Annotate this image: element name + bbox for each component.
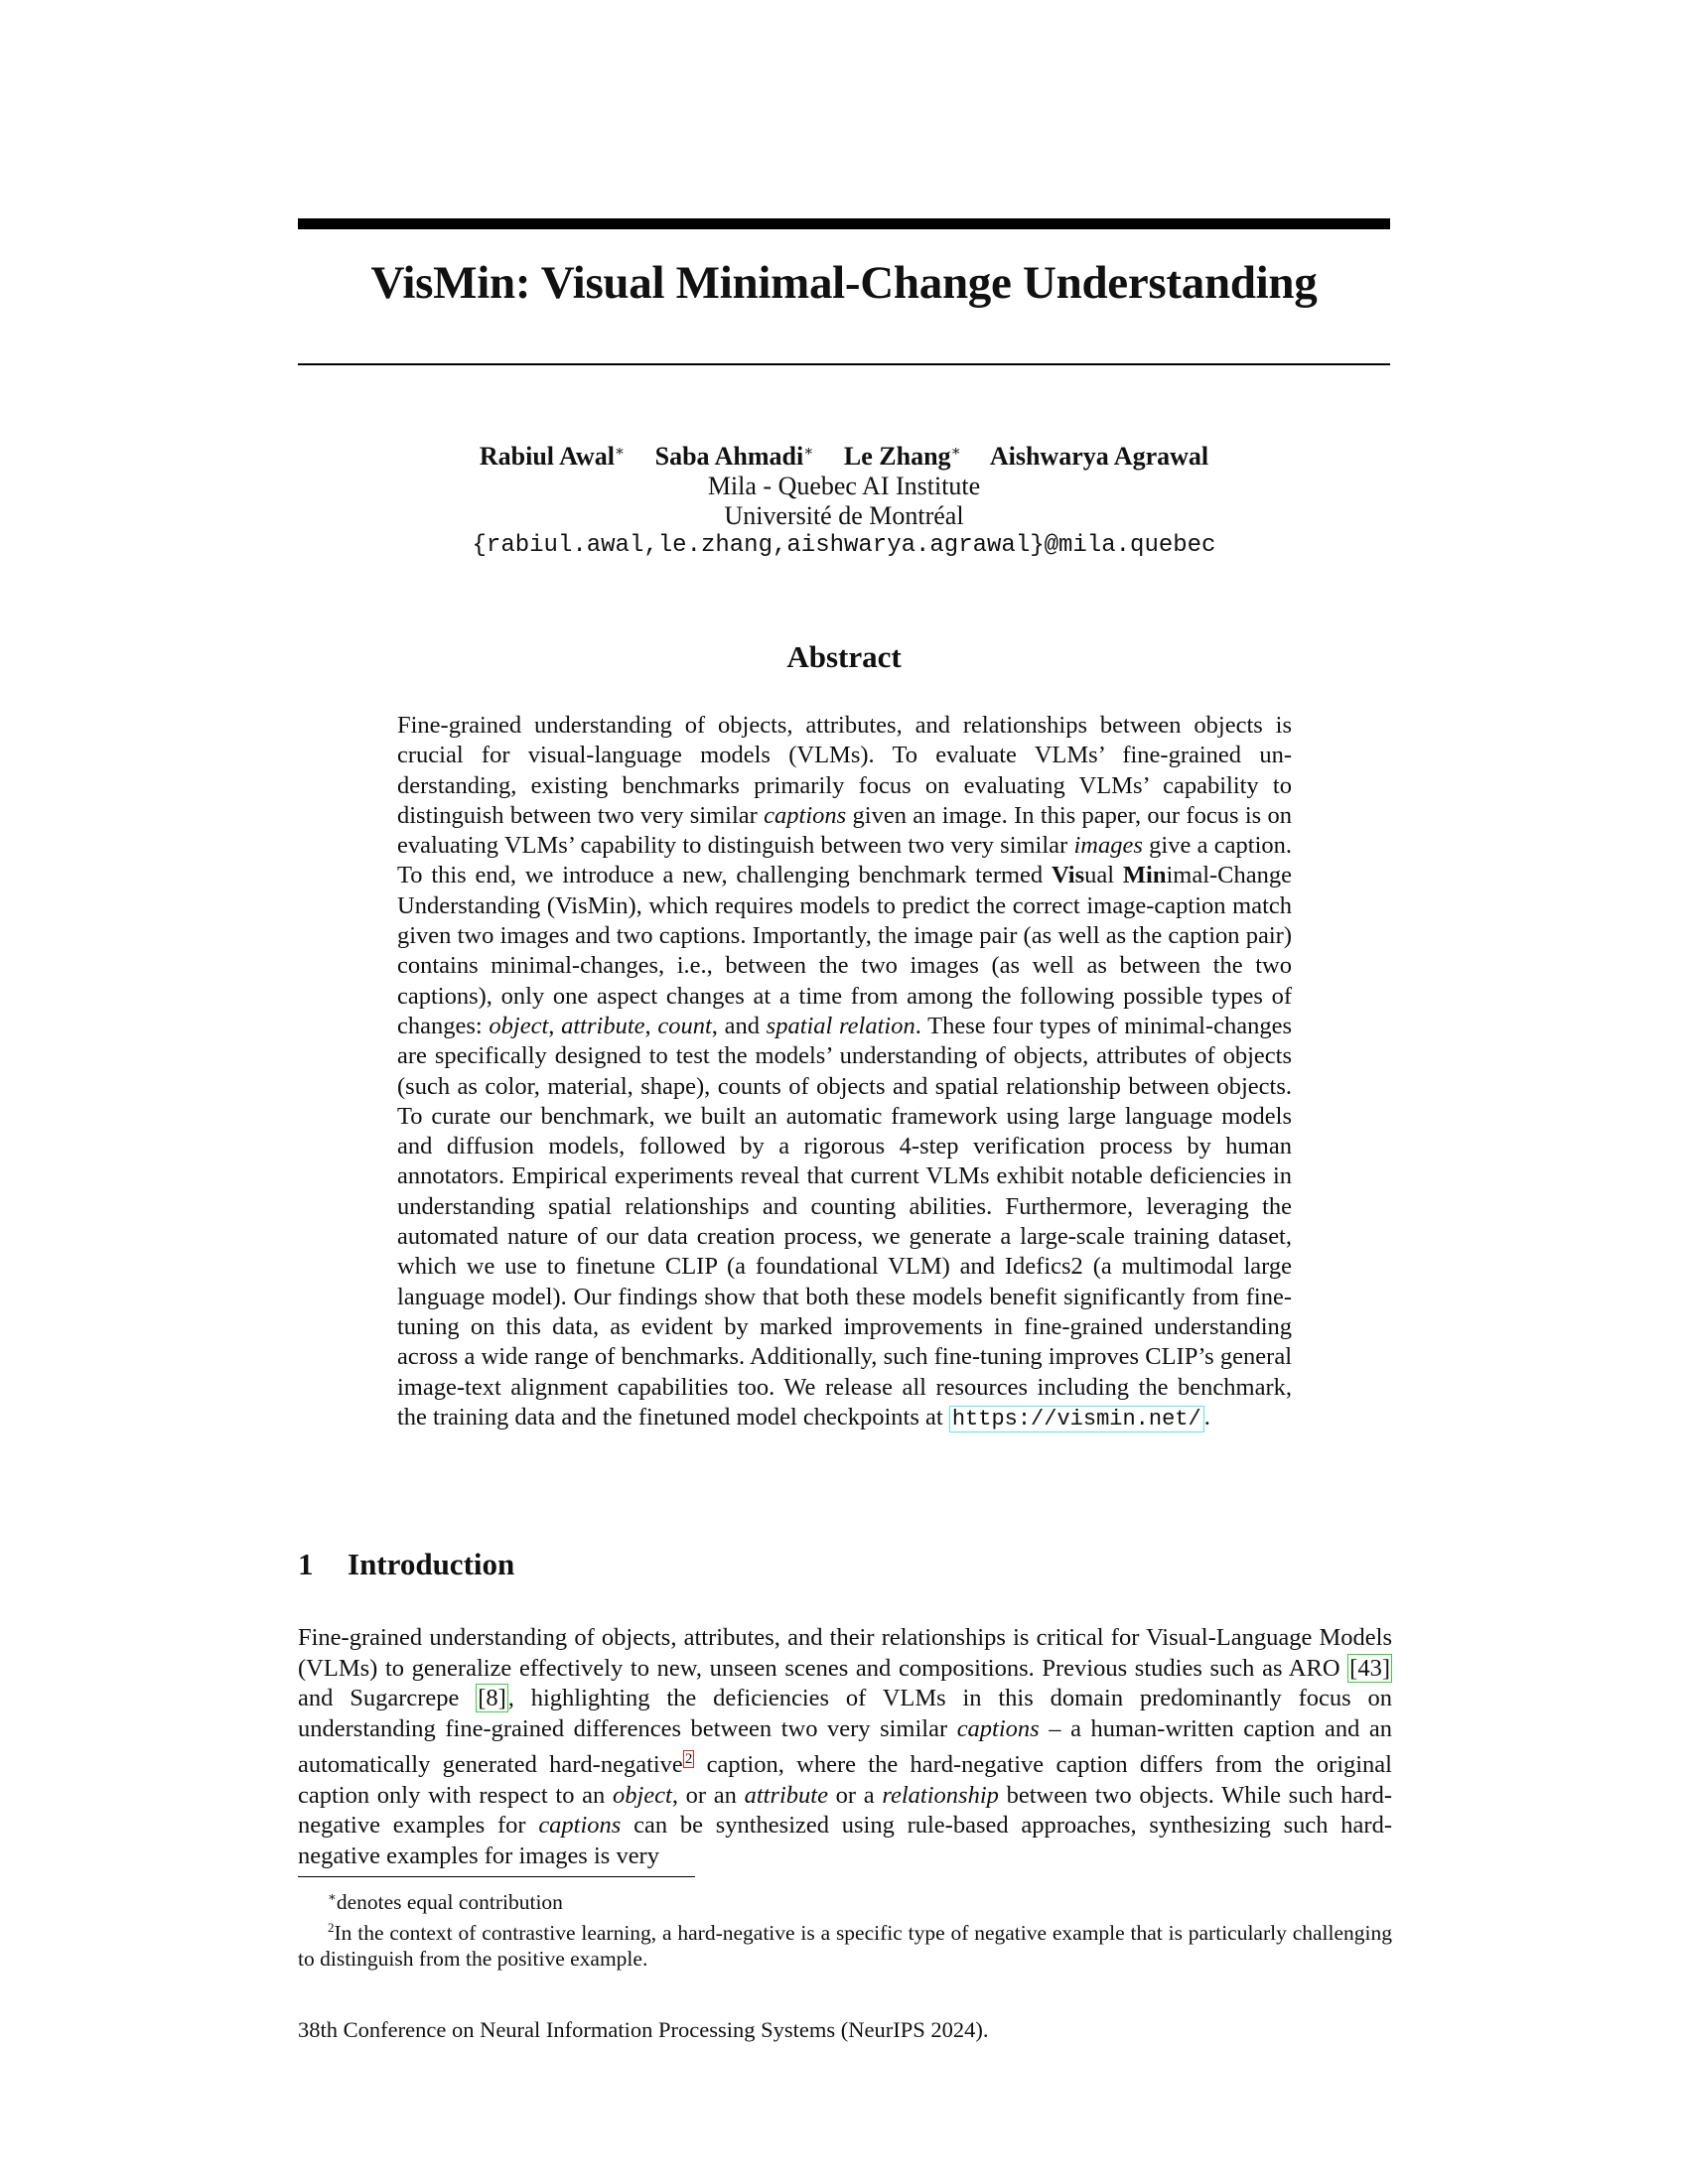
- introduction-body: [298, 1623, 1392, 1871]
- footnote-1: [298, 1884, 1392, 1915]
- footnote-2: [298, 1915, 1392, 1972]
- intro-text: can be synthesized using rule-based approaches, synthesizing such hard-negative examples for images is very: [298, 1812, 1392, 1869]
- paper-title: VisMin: Visual Minimal-Change Understanding: [370, 257, 1318, 309]
- abstract-heading: Abstract: [786, 639, 902, 674]
- author-name: Rabiul Awal: [479, 442, 615, 471]
- intro-emphasis: captions: [538, 1812, 622, 1839]
- author-list: [298, 437, 1390, 472]
- abstract-text: ,: [644, 1012, 658, 1039]
- abstract-text: given an image. In this paper, our focus is on evaluating VLMs’ capability to distinguish between two very similar: [397, 801, 1293, 860]
- introduction-heading: [298, 1547, 514, 1582]
- section-title: Introduction: [348, 1547, 515, 1581]
- footnote-text: denotes equal contribution: [336, 1890, 563, 1914]
- abstract-body: [397, 711, 1292, 1434]
- intro-emphasis: object: [612, 1781, 672, 1809]
- author-emails: {rabiul.awal,le.zhang,aishwarya.agrawal}@mila.quebec: [472, 532, 1216, 559]
- affiliation-institute: Mila - Quebec AI Institute: [707, 472, 981, 500]
- intro-text: caption, where the hard-negative caption differs from the original caption only with respect to an: [298, 1751, 1392, 1809]
- equal-contribution-mark: ∗: [614, 444, 626, 460]
- abstract-text: , and: [711, 1012, 767, 1039]
- abstract-emphasis: captions: [764, 801, 847, 829]
- intro-text: or a: [827, 1781, 883, 1809]
- abstract-bold: Min: [1122, 862, 1167, 889]
- author-name: Le Zhang: [843, 442, 951, 471]
- intro-emphasis: relationship: [882, 1781, 999, 1809]
- footnote-text: In the context of contrastive learning, a hard-negative is a specific type of negative example that is particularly challenging to distinguish from the positive example.: [298, 1921, 1392, 1971]
- equal-contribution-mark: ∗: [803, 444, 814, 460]
- abstract-bold: Vis: [1052, 862, 1085, 889]
- intro-text: Fine-grained understanding of objects, attributes, and their relationships is critical for Visual-Language Models (VLMs) to generalize effectively to new, unseen scenes and compositions. Previous studies such as ARO: [298, 1624, 1392, 1682]
- citation-link[interactable]: [8]: [478, 1685, 506, 1711]
- project-url-link[interactable]: https://vismin.net/: [949, 1406, 1204, 1433]
- abstract-text: .: [1203, 1403, 1210, 1431]
- conference-note: 38th Conference on Neural Information Processing Systems (NeurIPS 2024).: [298, 2017, 989, 2042]
- footnote-rule: [298, 1876, 695, 1877]
- abstract-emphasis: spatial relation: [766, 1012, 915, 1039]
- footnotes: [298, 1884, 1392, 1972]
- equal-contribution-mark: ∗: [950, 444, 961, 460]
- intro-text: between two objects. While such hard-negative examples for: [298, 1781, 1392, 1839]
- section-number: 1: [298, 1547, 314, 1581]
- intro-text: and Sugarcrepe: [298, 1685, 477, 1711]
- intro-text: , highlighting the deficiencies of VLMs in this domain predominantly focus on understanding fine-grained differences between two very similar: [298, 1685, 1392, 1742]
- author-name: Saba Ahmadi: [654, 442, 804, 471]
- abstract-emphasis: attribute: [561, 1012, 645, 1039]
- abstract-emphasis: count: [657, 1012, 712, 1039]
- author-name: Aishwarya Agrawal: [989, 442, 1209, 471]
- intro-text: , or an: [671, 1781, 745, 1809]
- intro-text: – a human-written caption and an automatically generated hard-negative: [298, 1714, 1392, 1778]
- abstract-text: ,: [548, 1012, 562, 1039]
- author-block: [298, 437, 1390, 561]
- intro-emphasis: attribute: [744, 1781, 828, 1809]
- intro-emphasis: captions: [956, 1714, 1040, 1742]
- citation-link[interactable]: [43]: [1349, 1654, 1390, 1682]
- title-top-rule: [298, 218, 1390, 229]
- footnote-link[interactable]: 2: [684, 1751, 693, 1767]
- abstract-text: give a caption. To this end, we introduce a new, challenging benchmark termed: [397, 832, 1292, 889]
- abstract-text: Fine-grained understanding of objects, attributes, and relationships between objects is crucial for visual-language models (VLMs). To evaluate VLMs’ fine-grained understanding, existing benchmarks primarily focus on evaluating VLMs’ capability to distinguish between two very similar: [397, 712, 1292, 829]
- footnote-mark: 2: [328, 1920, 335, 1935]
- abstract-text: . These four types of minimal-changes are specifically designed to test the models’ understanding of objects, attributes of objects (such as color, material, shape), counts of objects and spatial relationship between objects. To curate our benchmark, we built an automatic framework using large language models and diffusion models, followed by a rigorous 4-step verification process by human annotators. Empirical experiments reveal that current VLMs exhibit notable deficiencies in understanding spatial relationships and counting abilities. Furthermore, leveraging the automated nature of our data creation process, we generate a large-scale training dataset, which we use to finetune CLIP (a foundational VLM) and Idefics2 (a multimodal large language model). Our findings show that both these models benefit significantly from fine-tuning on this data, as evident by marked improvements in fine-grained understanding across a wide range of benchmarks. Additionally, such fine-tuning improves CLIP’s general image-text alignment capabilities too. We release all resources including the benchmark, the training data and the finetuned model checkpoints at: [397, 1012, 1293, 1431]
- abstract-text: imal-Change Understanding (VisMin), which requires models to predict the correct image-caption match given two images and two captions. Importantly, the image pair (as well as the caption pair) contains minimal-changes, i.e., between the two images (as well as between the two captions), only one aspect changes at a time from among the following possible types of changes:: [397, 862, 1292, 1039]
- abstract-emphasis: images: [1073, 832, 1143, 860]
- affiliation-university: Université de Montréal: [724, 501, 964, 530]
- abstract-text: ual: [1084, 862, 1123, 889]
- title-bottom-rule: [298, 363, 1390, 365]
- footnote-mark: ∗: [328, 1889, 337, 1904]
- abstract-emphasis: object: [489, 1012, 549, 1039]
